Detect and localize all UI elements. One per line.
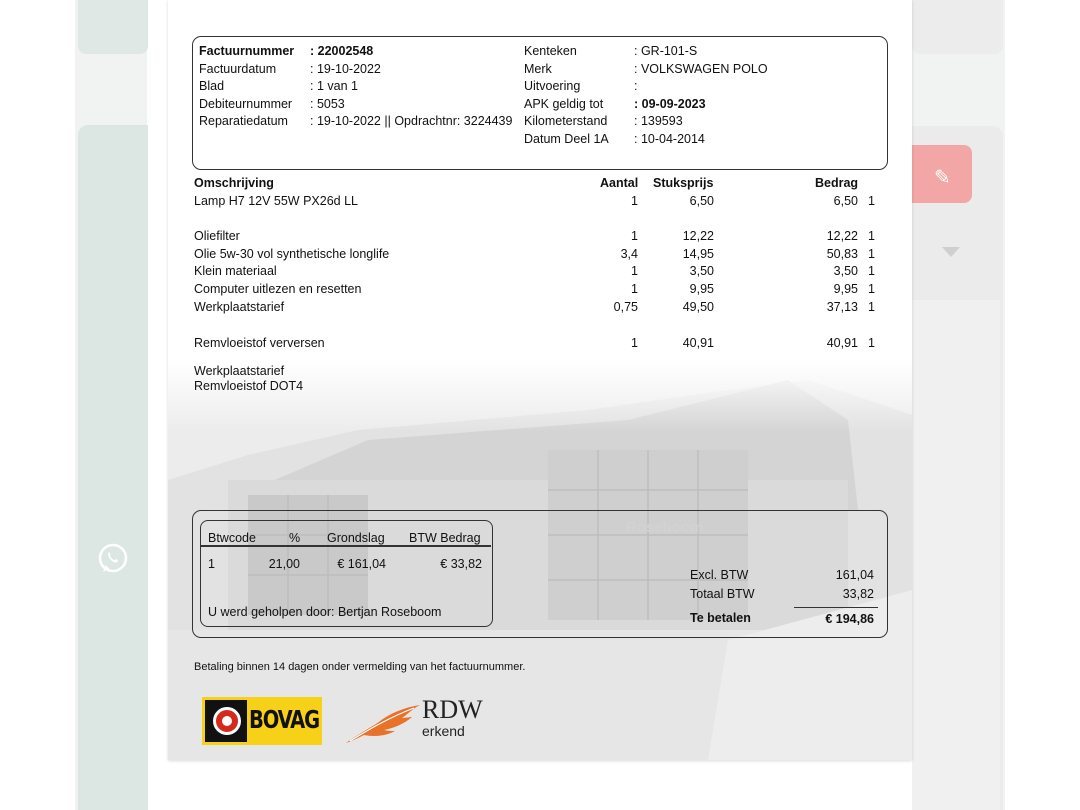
rdw-subtitle: erkend bbox=[422, 723, 465, 739]
column-description: Omschrijving bbox=[194, 176, 274, 190]
line-unit-price: 12,22 bbox=[682, 229, 714, 243]
header-right-value: : bbox=[634, 79, 638, 93]
left-top-card bbox=[78, 0, 148, 54]
total-divider bbox=[794, 607, 878, 608]
vat-base: € 161,04 bbox=[337, 557, 386, 571]
total-vat-label: Totaal BTW bbox=[690, 587, 755, 601]
right-inner-panel bbox=[912, 300, 1000, 810]
vat-header-amount: BTW Bedrag bbox=[409, 531, 481, 545]
vat-header-percent: % bbox=[289, 531, 301, 545]
line-amount: 6,50 bbox=[833, 194, 858, 208]
bovag-logo bbox=[202, 697, 322, 745]
bovag-wordmark: BOVAG bbox=[249, 705, 319, 734]
header-left-value: : 19-10-2022 bbox=[310, 61, 381, 76]
line-unit-price: 49,50 bbox=[682, 300, 714, 314]
header-left-label: Blad bbox=[199, 79, 225, 93]
column-amount: Bedrag bbox=[815, 176, 859, 190]
line-quantity: 1 bbox=[631, 264, 638, 278]
header-right-value: : 139593 bbox=[634, 114, 683, 128]
excl-vat-value: 161,04 bbox=[835, 568, 874, 582]
line-unit-price: 9,95 bbox=[689, 282, 714, 296]
line-quantity: 0,75 bbox=[613, 300, 638, 314]
line-vat-code: 1 bbox=[868, 300, 875, 314]
line-amount: 50,83 bbox=[826, 247, 858, 261]
line-amount: 9,95 bbox=[833, 282, 858, 296]
rdw-feather-icon bbox=[342, 700, 422, 745]
line-unit-price: 6,50 bbox=[689, 194, 714, 208]
vat-percent: 21,00 bbox=[268, 557, 300, 571]
header-left-label: Factuurnummer bbox=[199, 44, 295, 58]
pencil-icon: ✎ bbox=[934, 165, 951, 189]
line-unit-price: 40,91 bbox=[682, 336, 714, 350]
line-description: Lamp H7 12V 55W PX26d LL bbox=[194, 194, 358, 208]
header-left-value: : 22002548 bbox=[310, 44, 374, 58]
line-quantity: 3,4 bbox=[620, 247, 638, 261]
line-vat-code: 1 bbox=[868, 247, 875, 261]
excl-vat-label: Excl. BTW bbox=[690, 568, 749, 582]
header-right-label: Merk bbox=[524, 61, 552, 76]
line-vat-code: 1 bbox=[868, 264, 875, 278]
invoice-page bbox=[168, 0, 912, 760]
chevron-down-icon[interactable] bbox=[942, 247, 960, 257]
line-amount: 12,22 bbox=[826, 229, 858, 243]
header-left-label: Factuurdatum bbox=[199, 61, 277, 76]
rdw-wordmark: RDW bbox=[422, 695, 483, 724]
line-quantity: 1 bbox=[631, 229, 638, 243]
column-unit-price: Stuksprijs bbox=[653, 176, 714, 190]
line-vat-code: 1 bbox=[868, 336, 875, 350]
line-amount: 40,91 bbox=[826, 336, 858, 350]
vat-amount: € 33,82 bbox=[440, 557, 482, 571]
whatsapp-icon[interactable] bbox=[96, 542, 130, 576]
header-left-value: : 1 van 1 bbox=[310, 79, 358, 93]
header-right-value: : 10-04-2014 bbox=[634, 131, 705, 146]
line-description: Remvloeistof verversen bbox=[194, 336, 325, 350]
helped-by: U werd geholpen door: Bertjan Roseboom bbox=[208, 605, 442, 619]
left-sidebar-panel bbox=[78, 125, 148, 810]
header-right-value: : 09-09-2023 bbox=[634, 96, 706, 111]
header-right-label: Kilometerstand bbox=[524, 114, 608, 128]
line-vat-code: 1 bbox=[868, 229, 875, 243]
header-right-label: Kenteken bbox=[524, 44, 577, 58]
line-vat-code: 1 bbox=[868, 194, 875, 208]
line-description: Werkplaatstarief bbox=[194, 300, 285, 314]
line-description: Oliefilter bbox=[194, 229, 240, 243]
amount-due-value: € 194,86 bbox=[825, 612, 874, 626]
line-quantity: 1 bbox=[631, 194, 638, 208]
header-right-value: : VOLKSWAGEN POLO bbox=[634, 61, 768, 76]
vat-header-base: Grondslag bbox=[327, 531, 385, 545]
column-quantity: Aantal bbox=[600, 176, 639, 190]
line-quantity: 1 bbox=[631, 282, 638, 296]
header-left-value: : 5053 bbox=[310, 96, 345, 111]
line-vat-code: 1 bbox=[868, 282, 875, 296]
note-line: Remvloeistof DOT4 bbox=[194, 379, 304, 393]
line-description: Computer uitlezen en resetten bbox=[194, 282, 362, 296]
line-amount: 3,50 bbox=[833, 264, 858, 278]
line-unit-price: 3,50 bbox=[689, 264, 714, 278]
line-description: Klein materiaal bbox=[194, 264, 277, 278]
edit-button[interactable] bbox=[912, 145, 972, 203]
payment-note: Betaling binnen 14 dagen onder vermelding van het factuurnummer. bbox=[194, 661, 526, 673]
header-right-label: Uitvoering bbox=[524, 79, 581, 93]
line-amount: 37,13 bbox=[826, 300, 858, 314]
line-quantity: 1 bbox=[631, 336, 638, 350]
line-unit-price: 14,95 bbox=[682, 247, 714, 261]
note-line: Werkplaatstarief bbox=[194, 364, 285, 378]
line-description: Olie 5w-30 vol synthetische longlife bbox=[194, 247, 390, 261]
total-vat-value: 33,82 bbox=[842, 587, 874, 601]
header-right-value: : GR-101-S bbox=[634, 44, 698, 58]
header-right-label: APK geldig tot bbox=[524, 96, 604, 111]
header-right-label: Datum Deel 1A bbox=[524, 131, 609, 146]
header-left-label: Reparatiedatum bbox=[199, 114, 288, 128]
right-top-card bbox=[912, 0, 1003, 54]
header-left-label: Debiteurnummer bbox=[199, 96, 293, 111]
vat-divider bbox=[201, 545, 491, 547]
vat-code: 1 bbox=[208, 557, 215, 571]
vat-header-code: Btwcode bbox=[208, 531, 256, 545]
amount-due-label: Te betalen bbox=[690, 611, 751, 625]
header-left-value: : 19-10-2022 || Opdrachtnr: 3224439 bbox=[310, 114, 513, 128]
